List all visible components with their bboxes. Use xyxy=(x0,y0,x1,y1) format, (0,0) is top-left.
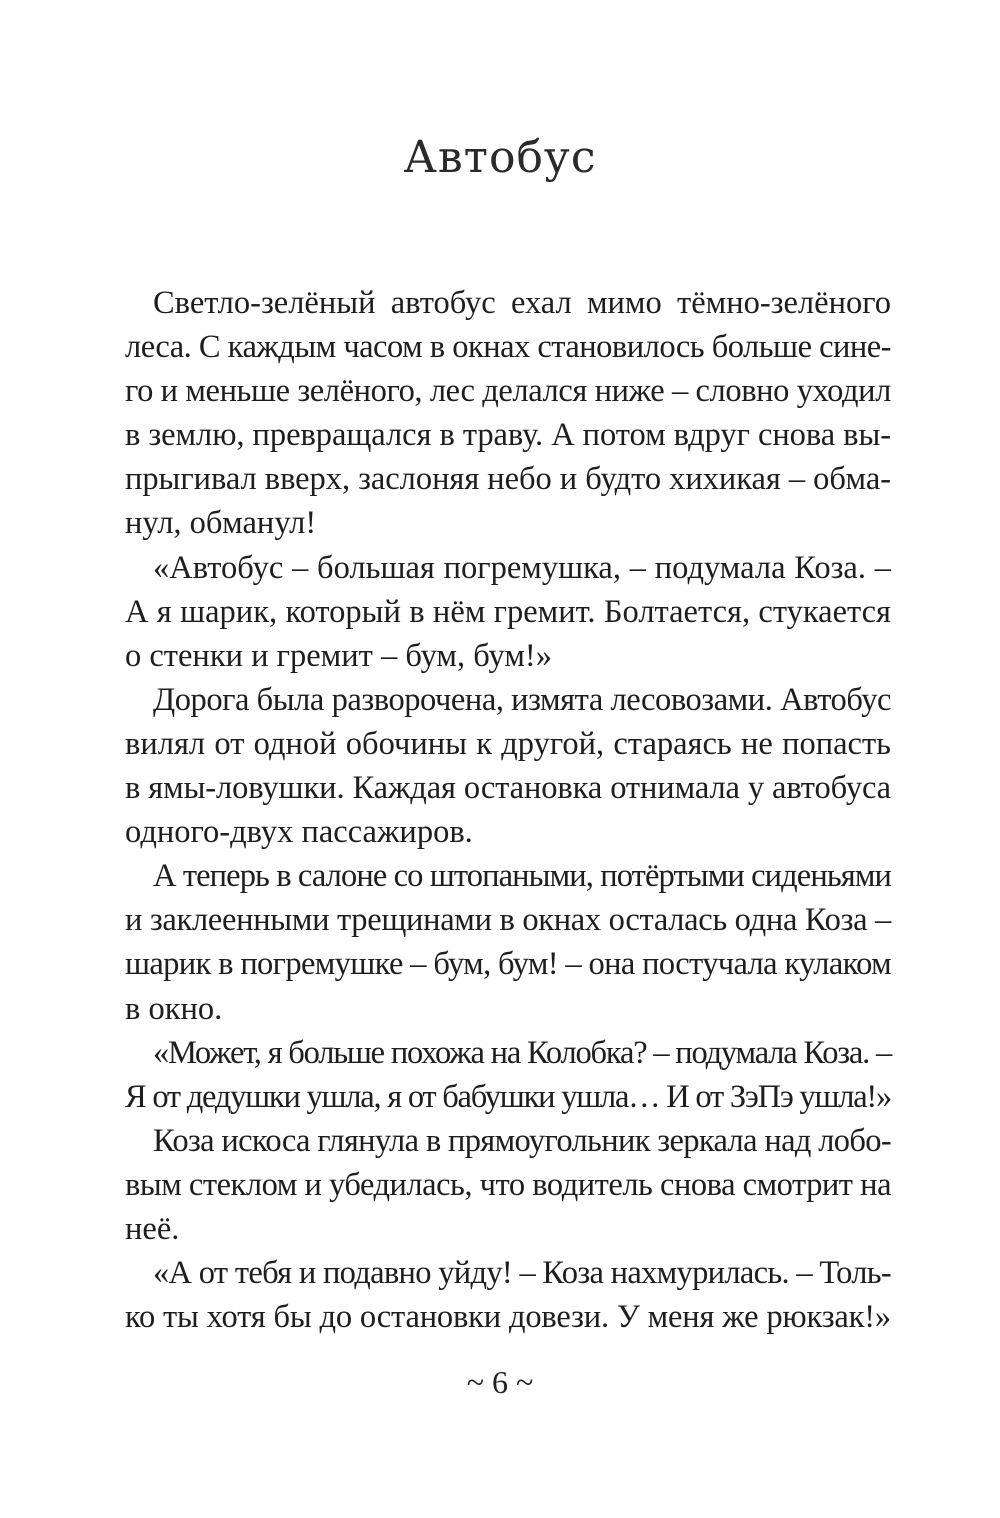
text-line: Я от дедушки ушла, я от бабушки ушла… И от ЗэПэ ушла!» xyxy=(125,1078,891,1115)
text-line: го и меньше зелёного, лес делался ниже – словно уходил xyxy=(125,373,891,410)
text-line: леса. С каждым часом в окнах становилось больше сине- xyxy=(125,329,891,366)
text-line: Дорога была разворочена, измята лесовозами. Автобус xyxy=(153,681,891,718)
chapter-text xyxy=(125,281,891,1339)
text-line: и заклеенными трещинами в окнах осталась одна Коза – xyxy=(125,902,891,939)
text-line: «А от тебя и подавно уйду! – Коза нахмурилась. – Толь- xyxy=(153,1255,891,1292)
chapter-title: Автобус xyxy=(403,132,597,183)
text-line: одного-двух пассажиров. xyxy=(125,814,473,851)
text-line: в окно. xyxy=(125,990,223,1027)
text-line: о стенки и гремит – бум, бум!» xyxy=(125,637,553,674)
text-line: в ямы-ловушки. Каждая остановка отнимала у автобуса xyxy=(125,770,891,807)
text-line: Коза искоса глянула в прямоугольник зеркала над лобо- xyxy=(153,1122,892,1159)
text-line: вым стеклом и убедилась, что водитель снова смотрит на xyxy=(125,1166,892,1203)
text-line: шарик в погремушке – бум, бум! – она постучала кулаком xyxy=(125,946,891,983)
text-line: А теперь в салоне со штопаными, потёртыми сиденьями xyxy=(153,858,892,895)
text-line: прыгивал вверх, заслоняя небо и будто хихикая – обма- xyxy=(125,461,891,498)
text-line: в землю, превращался в траву. А потом вдруг снова вы- xyxy=(125,417,891,454)
text-line: вилял от одной обочины к другой, стараясь не попасть xyxy=(125,725,891,762)
text-line: А я шарик, который в нём гремит. Болтается, стукается xyxy=(125,593,891,630)
text-line: нул, обманул! xyxy=(125,505,317,542)
page-number: ~ 6 ~ xyxy=(466,1364,534,1400)
text-line: «Автобус – большая погремушка, – подумала Коза. – xyxy=(153,549,891,586)
text-line: неё. xyxy=(125,1210,180,1247)
text-line: ко ты хотя бы до остановки довези. У меня же рюкзак!» xyxy=(125,1299,891,1336)
text-line: Светло-зелёный автобус ехал мимо тёмно-зелёного xyxy=(153,285,891,321)
text-line: «Может, я больше похожа на Колобка? – подумала Коза. – xyxy=(153,1034,891,1071)
